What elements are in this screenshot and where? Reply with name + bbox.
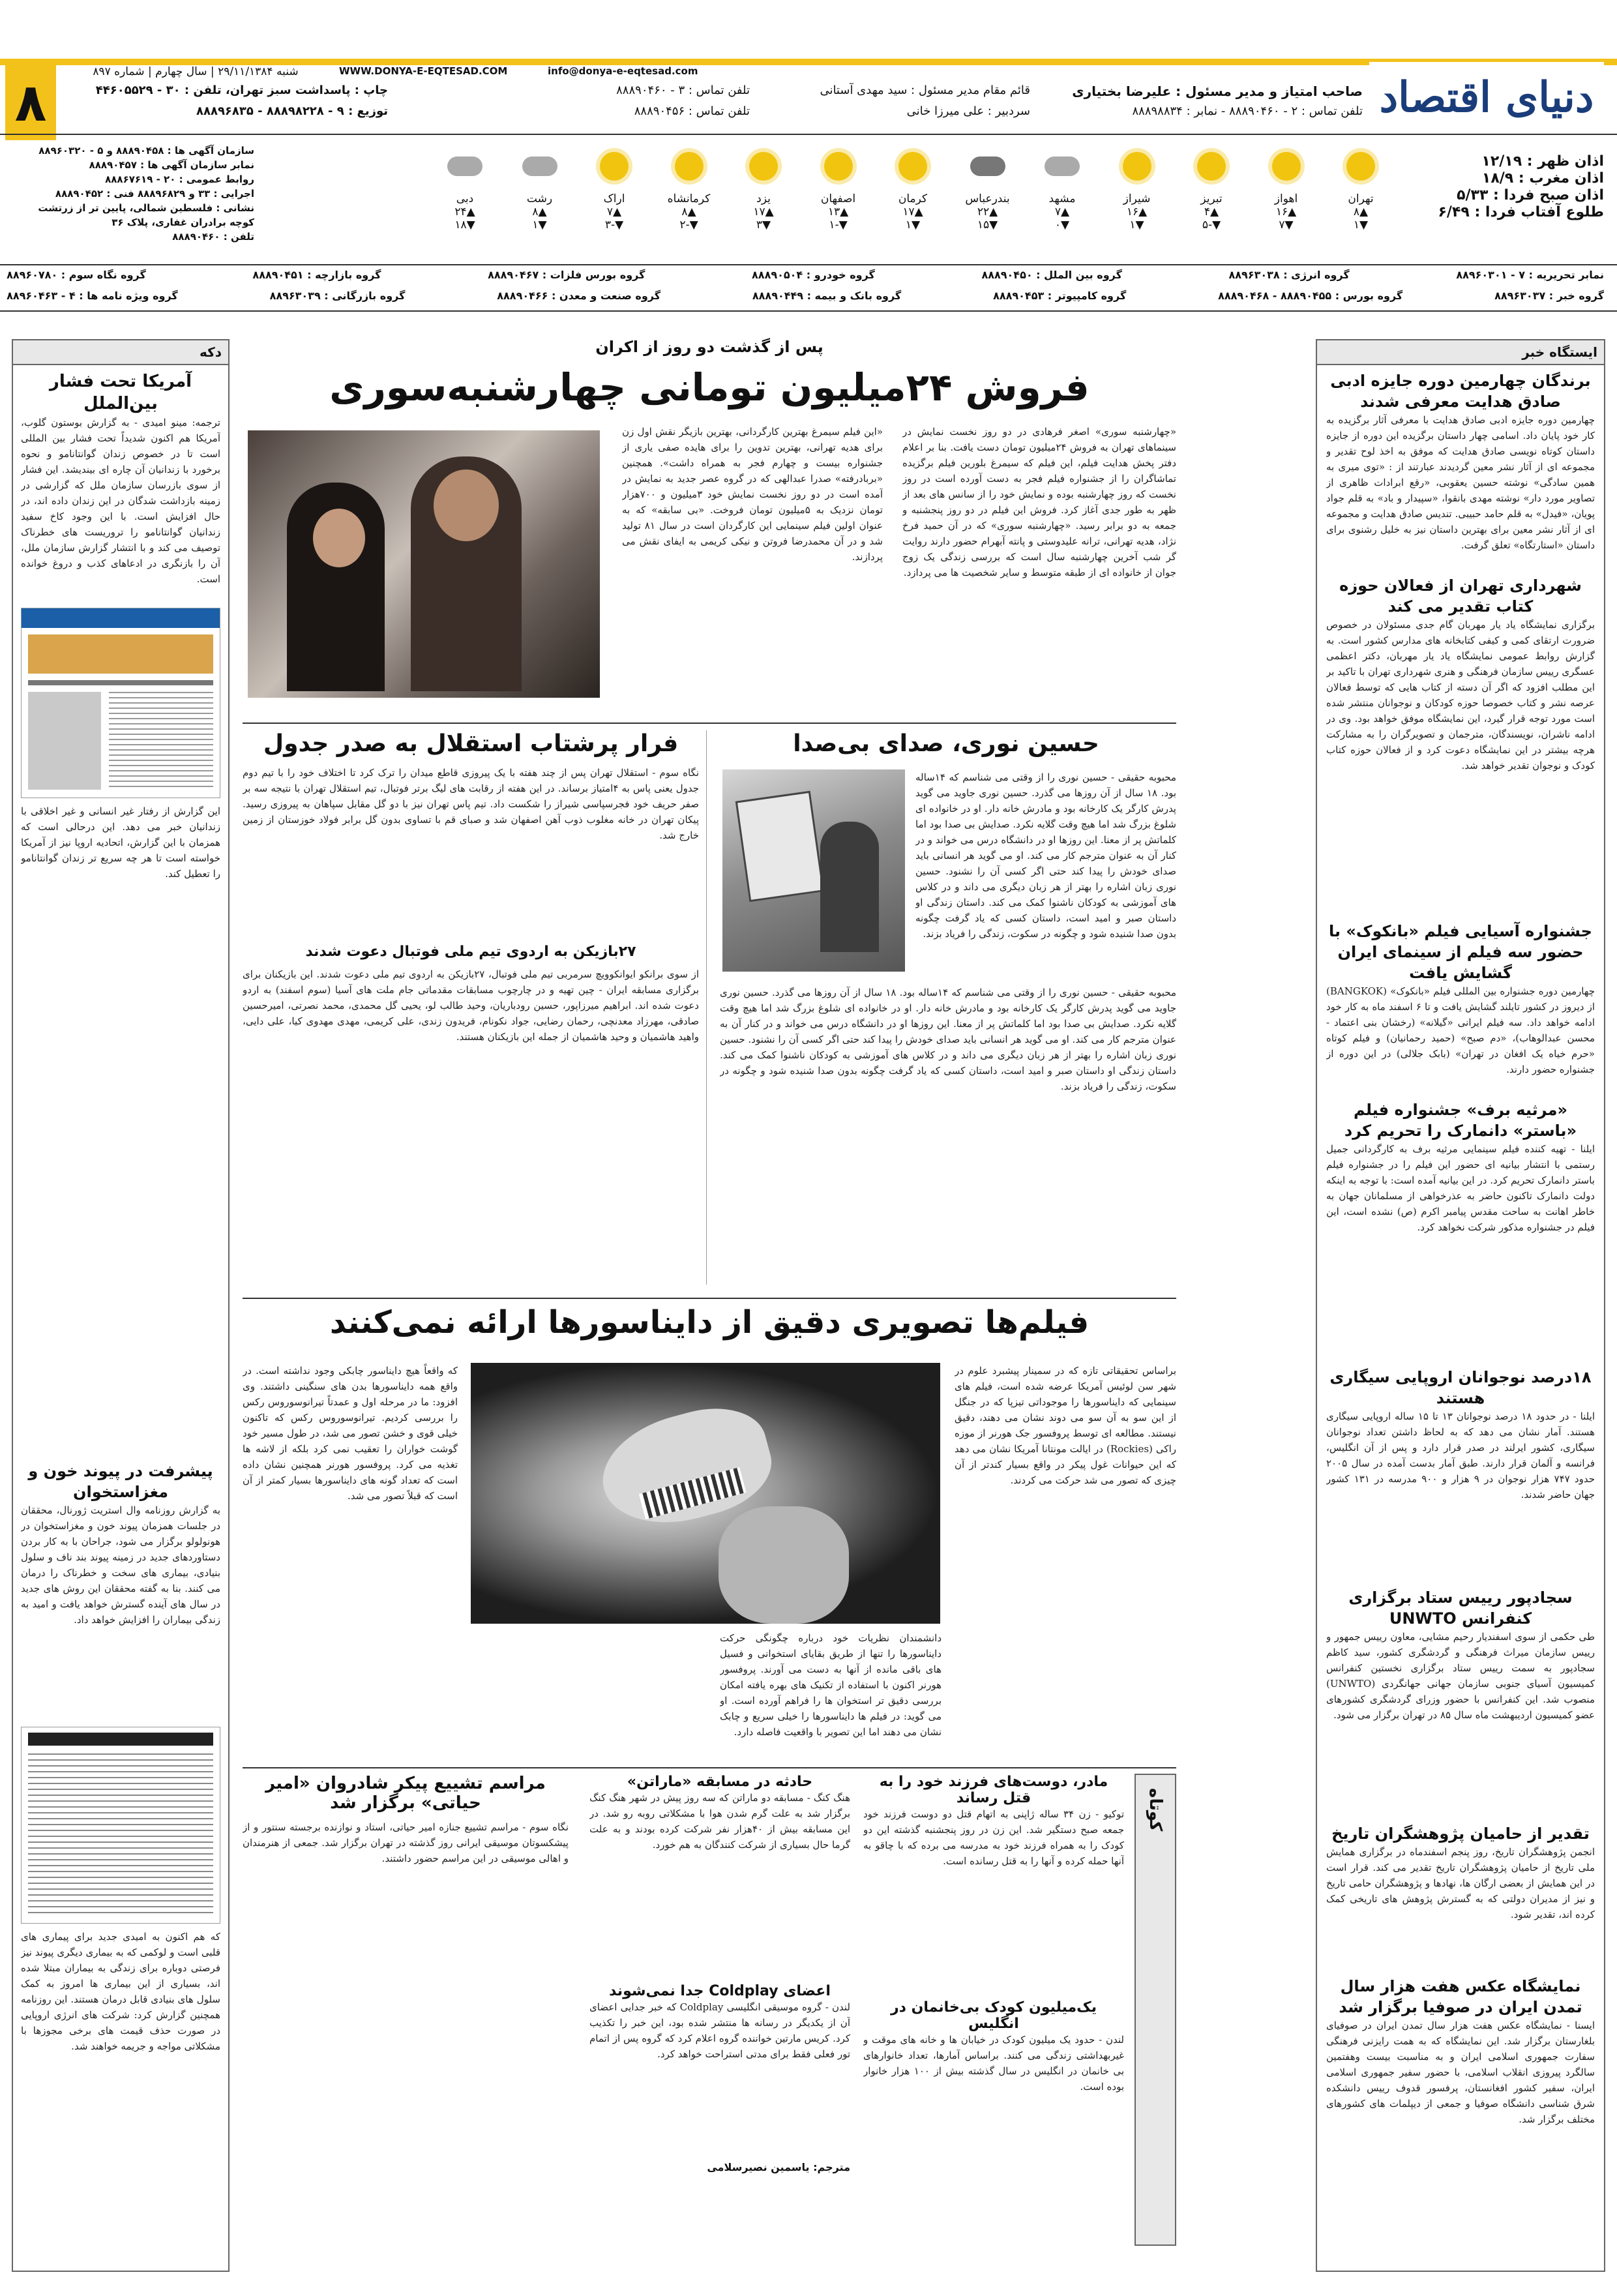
cloud-icon [447, 157, 482, 176]
dist-line: توزیع : ۹ - ۸۸۸۹۸۲۲۸ - ۸۸۸۹۶۸۳۵ [196, 104, 388, 118]
prayer-times [1408, 153, 1604, 221]
page-number: ۸ [14, 72, 47, 133]
esteghlal-body: نگاه سوم - استقلال تهران پس از چند هفته با یک پیروزی قاطع میدان را ترک کرد تا اختلاف خود را با تیم دوم جدول یعنی پاس به ۴امتیاز برساند. در این هفته از رقابت های لیگ برتر فوتبال، تیم استقلال تهران با نتیجه سه بر صفر حریف خود فجرسپاسی شیراز را شکست داد. تیم پاس تهران نیز با دو گل مقابل سپاهان به پیروزی رسید. پیکان تهران در خانه مغلوب ذوب آهن اصفهان شد و صبای قم با تساوی بدون گل برابر فولاد خوزستان از زمین خارج شد. [243, 767, 699, 841]
section-divider [706, 730, 707, 1285]
deputy-phone: تلفن تماس : ۳ - ۸۸۸۹۰۴۶۰ [616, 83, 750, 97]
left-bottom-body: که هم اکنون به امیدی جدید برای پیماری های قلبی است و لوکمی که به بیماری دیگری پیوند نیز فرصتی دوباره برای زندگی به بیماران مبتلا شده اند، بسیاری از این بیماری ها امروز به کمک سلول های بنیادی قابل درمان هستند. این روزنامه همچنین گزارش کرد: شرکت های انرژی اروپایی در صورت حذف قیمت های برخی مجوزها با مشکلاتی مواجه و جریمه خواهند شد. [21, 1931, 220, 2052]
weather-strip [430, 140, 1395, 251]
briefs-label-box [1135, 1774, 1176, 2246]
news-body: انجمن پژوهشگران تاریخ، روز پنجم اسفندماه در برگزاری همایش ملی تاریخ از حامیان پژوهشگران تاریخ تقدیر می کند. قرار است در این همایش از بعضی ارگان ها، نهادها و پژوهشگران حامی تاریخ و نیز از مدیران دولتی که به گسترش پژوهش های تاریخی کمک کرده اند، تقدیر شود. [1326, 1846, 1595, 1920]
phone-item: گروه ویژه نامه ها : ۴ - ۸۸۹۶۰۴۶۳ [7, 290, 178, 302]
section-divider [243, 1298, 1176, 1299]
news-item [1326, 1976, 1595, 2221]
brief-title[interactable]: مراسم تشییع پیکر شادروان «امیر حیاتی» برگزار شد [265, 1774, 546, 1813]
temp-low: ▼۱۸ [454, 218, 475, 231]
news-body: طی حکمی از سوی اسفندیار رحیم مشایی، معاون رییس جمهور و رییس سازمان میراث فرهنگی و گردشگری کشور، سید کاظم سجادپور به سمت رییس ستاد برگزاری نخستین کنفرانس کمیسیون آسیای جنوبی سازمان جهانی جهانگردی (UNWTO) منصوب شد. این کنفرانس با حضور وزرای گردشگری کشورهای عضو کمیسیون اردیبهشت ماه سال ۸۵ در تهران برگزار می شود. [1326, 1631, 1595, 1721]
prayer-time: اذان ظهر : ۱۲/۱۹ [1481, 153, 1604, 170]
news-body: ایلنا - در حدود ۱۸ درصد نوجوانان ۱۳ تا ۱۵ ساله اروپایی سیگاری هستند. آمار نشان می دهد که به لحاظ داشتن تعداد نوجوانان سیگاری، کشور ایرلند در صدر قرار دارد و پس از آن انگلیس، فرانسه و آلمان قرار دارند. طبق آمار بدست آمده در سال ۲۰۰۵ حدود ۷۴۷ هزار نوجوان در ۹ هزار و ۹۰۰ مدرسه در ۱۳۱ کشور جهان حاضر شدند. [1326, 1410, 1595, 1500]
temp-low: ▼-۵ [1202, 218, 1221, 231]
city-name: بندرعباس [965, 192, 1010, 205]
news-title[interactable]: نمایشگاه عکس هفت هزار سال تمدن ایران در صوفیا برگزار شد [1339, 1977, 1582, 2016]
temp-low: ▼۱ [905, 218, 921, 231]
cloud-icon [522, 157, 557, 176]
section-divider [243, 1767, 1176, 1768]
noori-title[interactable]: حسین نوری، صدای بی‌صدا [793, 730, 1099, 757]
contact-info [7, 143, 254, 244]
esteghlal-article [243, 730, 699, 1291]
city-name: دبی [456, 192, 474, 205]
main-story [243, 333, 1176, 711]
main-body-left: «این فیلم سیمرغ بهترین کارگردانی، بهترین بازیگر نقش اول زن برای هدیه تهرانی، بهترین تدوین را برای هایده صفی یاری از جشنواره بیست و چهارم فجر به همراه داشت». همچنین «بربادرفته» صدرا عبدالهی که در گروه عصر جدید به نمایش در آمده است در دو روز نخست نمایش خود ۳میلیون و ۷۰۰هزار تومان نزدیک به ۵میلیون تومان فروخت. «بی سابقه» که به عنوان اولین فیلم سینمایی این کارگردان است در سال ۸۱ تولید شد و در آن محمدرضا فروتن و نیکی کریمی به ایفای نقش می پردازند. [622, 426, 883, 563]
temp-high: ▲۱۷ [753, 205, 774, 218]
brief-translator: مترجم: یاسمین نصیرسلامی [707, 2161, 850, 2173]
prayer-time: اذان صبح فردا : ۵/۳۳ [1457, 187, 1604, 203]
temp-high: ▲۸ [681, 205, 696, 218]
phones-divider [0, 310, 1617, 312]
briefs-label: کوتاه [1146, 1788, 1165, 1832]
temp-low: ▼۷ [1279, 218, 1294, 231]
section-label: ایستگاه خبر [1522, 344, 1597, 360]
weather-cell [729, 140, 798, 251]
city-name: اراک [603, 192, 625, 205]
sun-icon [1272, 152, 1301, 181]
section-divider [243, 723, 1176, 724]
news-item [1326, 921, 1595, 1093]
prayer-time: طلوع آفتاب فردا : ۶/۴۹ [1438, 204, 1604, 220]
contact-line: کوچه برادران غفاری، پلاک ۳۶ [111, 216, 254, 228]
phone-item: گروه بورس : ۸۸۸۹۰۴۵۵ - ۸۸۸۹۰۴۶۸ [1218, 290, 1403, 302]
briefs-area [243, 1774, 1176, 2269]
temp-low: ▼۱۵ [977, 218, 998, 231]
esteghlal-subtitle[interactable]: ۲۷بازیکن به اردوی تیم ملی فوتبال دعوت شدند [305, 944, 636, 960]
temp-low: ▼-۱ [829, 218, 848, 231]
dino-body-left: که واقعاً هیچ دایناسور چابکی وجود نداشته است. در واقع همه دایناسورها بدن های سنگینی داشتند. وی افزود: ما در مرحله اول و عمدتاً تیرانوسوروس رکس را بررسی کردیم. تیرانوسوروس رکس که تاکنون خیلی قوی و خشن تصور می شد، در طول مسیر خود گوشت خواران را تعقیب نمی کرد بلکه از لاشه ها تغذیه می کرد. پروفسور هورنر همچنین نشان داده است که تعداد گونه های دایناسورها بسیار کمتر از آن است که قبلاً تصور می شد. [243, 1365, 458, 1502]
phones-divider [0, 264, 1617, 265]
temp-high: ▲۸ [532, 205, 547, 218]
publisher-phone: تلفن تماس : ۲ - ۸۸۸۹۰۴۶۰ - نمابر : ۸۸۸۹۸۸۳۴ [1132, 104, 1363, 118]
noori-photo [722, 769, 905, 972]
masthead [0, 0, 1617, 313]
news-item [1326, 1099, 1595, 1360]
deputy-line: قائم مقام مدیر مسئول : سید مهدی آستانی [820, 83, 1030, 97]
usa-today-thumbnail [21, 608, 220, 798]
dino-body-mid: دانشمندان نظریات خود درباره چگونگی حرکت دایناسورها را تنها از طریق بقایای استخوانی و فسیل های باقی مانده از آنها به دست می آورند. پروفسور هورنر اکنون با استفاده از تکنیک های بهره یافته امکان بررسی دقیق تر استخوان ها را فراهم آورده است. او می گوید: در فیلم ها دایناسورها را خیلی سریع و چابک نشان می دهند اما این تصویر با واقعیت فاصله دارد. [720, 1632, 942, 1738]
noori-body: محبوبه حقیقی - حسین نوری را از وقتی می شناسم که ۱۴ساله بود. ۱۸ سال از آن روزها می گذرد. حسین نوری جاوید می گوید پدرش کارگر یک کارخانه بود و مادرش خانه دار. او در خانواده ای شلوغ بزرگ شد اما هیچ وقت گلایه نکرد. صدایش بی صدا بود اما کلماتش پر از معنا. این روزها او در دانشگاه درس می خواند و در کنار آن به عنوان مترجم کار می کند. او می گوید هر انسانی باید صدای خودش را پیدا کند حتی اگر کسی آن را نشنود. حسین نوری زبان اشاره را بهتر از هر زبان دیگری می داند و در کلاس های آموزشی به کودکان ناشنوا کمک می کند. داستان زندگی او داستان صبر و امید است، داستان کسی که یاد گرفت چگونه بدون صدا شنیده شود و چگونه در سکوت، زندگی را فریاد بزند. [915, 771, 1176, 940]
temp-high: ▲۸ [1353, 205, 1369, 218]
contact-line: تلفن : ۸۸۸۹۰۴۶۰ [172, 231, 254, 243]
cloud-icon [1045, 157, 1080, 176]
dino-article [243, 1304, 1176, 1761]
temp-high: ▲۲۴ [454, 205, 475, 218]
news-item [1326, 1823, 1595, 1969]
news-title[interactable]: «مرثیه برف» جشنواره فیلم «باستر» دانمارک را تحریم کرد [1344, 1101, 1577, 1140]
news-body: ایلنا - تهیه کننده فیلم سینمایی مرثیه برف به کارگردانی جمیل رستمی با انتشار بیانیه ای حضور این فیلم را در جشنواره فیلم باستر دانمارک تحریم کرد. در این بیانیه آمده است: با توجه به اینکه دولت دانمارک تاکنون حاضر به عذرخواهی از مسلمانان جهان به خاطر اهانت به ساحت مقدس پیامبر اکرم (ص) نشده است، این فیلم در جشنواره مذکور شرکت نخواهد کرد. [1326, 1143, 1595, 1233]
contact-line: اجرایی : ۳۳ و ۸۸۸۹۶۸۲۹ فنی : ۸۸۸۹۰۴۵۲ [55, 188, 254, 200]
left-column [12, 339, 230, 2272]
news-item [1326, 1367, 1595, 1581]
contact-line: نشانی : فلسطین شمالی، پایین تر از زرتشت [38, 202, 254, 214]
contact-line: سازمان آگهی ها : ۸۸۸۹۰۴۵۸ و ۵ - ۸۸۹۶۰۳۲۰ [38, 145, 254, 157]
website-link[interactable]: WWW.DONYA-E-EQTESAD.COM [339, 65, 508, 77]
editor-phone: تلفن تماس : ۸۸۸۹۰۴۵۶ [634, 104, 750, 118]
sun-icon [1197, 152, 1226, 181]
phone-item: گروه خبر : ۸۸۹۶۳۰۳۷ [1494, 290, 1604, 302]
left-body2: این گزارش از رفتار غیر انسانی و غیر اخلاقی با زندانیان خبر می دهد. این درحالی است که همزمان با این گزارش، اتحادیه اروپا نیز از آمریکا خواسته است تا هر چه سریع تر زندان گوانتانامو را تعطیل کند. [21, 805, 220, 880]
phone-item: گروه بازرگانی : ۸۸۹۶۳۰۳۹ [269, 290, 406, 302]
main-photo [248, 430, 600, 698]
weather-cell [1326, 140, 1395, 251]
news-title[interactable]: شهرداری تهران از فعالان حوزه کتاب تقدیر می کند [1339, 576, 1582, 616]
news-item [1326, 575, 1595, 914]
weather-cell [804, 140, 873, 251]
news-title[interactable]: سجادپور رییس ستاد برگزاری کنفرانس UNWTO [1348, 1588, 1573, 1628]
brief-title[interactable]: یک‌میلیون کودک بی‌خانمان در انگلیس [891, 1999, 1097, 2032]
city-name: کرمان [898, 192, 928, 205]
dino-title[interactable]: فیلم‌ها تصویری دقیق از دایناسورها ارائه نمی‌کنند [329, 1304, 1090, 1341]
news-body: چهارمین دوره جایزه ادبی صادق هدایت با معرفی آثار برگزیده به کار خود پایان داد. اسامی چهار داستان برگزیده این دوره از جایزه داستان کوتاه نویسی صادق هدایت که موفق به اخذ لوح تقدیر و مجموعه ای از آثار نشر معین گردیدند عبارتند از : «توی میری به همین سادگی» نوشته حسین یعقوبی، «رقع ابرادات ظاهری از تصاویر مورد دار» نوشته مهدی بانقوا، «سپیدار و باد» به قلم جواد پویان، «فیدل» به قلم حامد حبیبی. تندیس صادق هدایت و مجموعه ای از آثار نشر معین برای بهترین داستان نیز به خلیل رشنوی برای داستان «استارتگاه» تعلق گرفت. [1326, 414, 1595, 551]
temp-low: ▼۱ [532, 218, 547, 231]
temp-high: ▲۱۶ [1275, 205, 1297, 218]
date-line: شنبه ۲۹/۱۱/۱۳۸۴ | سال چهارم | شماره ۸۹۷ [93, 65, 299, 78]
weather-cell [655, 140, 724, 251]
city-name: اهواز [1274, 192, 1298, 205]
weather-cell [505, 140, 574, 251]
print-line: چاپ : پاسداشت سبز تهران، تلفن : ۳۰ - ۴۴۶۰۵۵۲۹ [95, 83, 388, 97]
weather-cell [580, 140, 649, 251]
phone-item: گروه بانک و بیمه : ۸۸۸۹۰۴۴۹ [752, 290, 902, 302]
city-name: تبریز [1200, 192, 1223, 205]
temp-high: ▲۷ [606, 205, 622, 218]
temp-high: ▲۴ [1204, 205, 1219, 218]
phone-item: گروه نگاه سوم : ۸۸۹۶۰۷۸۰ [7, 269, 146, 281]
phone-item: گروه کامپیوتر : ۸۸۸۹۰۴۵۳ [993, 290, 1127, 302]
sun-icon [1346, 152, 1375, 181]
phone-item: گروه انرژی : ۸۸۹۶۳۰۳۸ [1228, 269, 1350, 281]
phone-item: گروه خودرو : ۸۸۸۹۰۵۰۴ [752, 269, 875, 281]
header-divider [0, 134, 1617, 135]
city-name: رشت [526, 192, 553, 205]
temp-high: ▲۲۲ [977, 205, 998, 218]
temp-low: ▼۰ [1054, 218, 1070, 231]
news-title[interactable]: برندگان چهارمین دوره جایزه ادبی صادق هدایت معرفی شدند [1330, 372, 1591, 411]
weather-cell [953, 140, 1022, 251]
brief-body: هنگ کنگ - مسابقه دو ماراتن که سه روز پیش در شهر هنگ کنگ برگزار شد به علت گرم شدن هوا با مشکلاتی روبه رو شد. در این مسابقه بیش از ۴۰هزار نفر شرکت کرده بودند و به علت گرما حال بسیاری از شرکت کنندگان به هم خورد. [589, 1792, 850, 1851]
weather-cell [1103, 140, 1172, 251]
brief-body: توکیو - زن ۳۴ ساله ژاپنی به اتهام قتل دو دوست فرزند خود جمعه صبح دستگیر شد. این زن در روز پنجشنبه گذشته این دو کودک را به همراه فرزند خود به مدرسه می برده که با چاقو به آنها حمله کرده و آنها را به قتل رسانده است. [863, 1808, 1124, 1867]
left-sub-headline[interactable]: پیشرفت در پیوند خون و مغزاستخوان [28, 1462, 213, 1501]
weather-cell [1177, 140, 1246, 251]
weather-cell [430, 140, 499, 251]
city-name: شیراز [1123, 192, 1151, 205]
esteghlal-body2: از سوی برانکو ایوانکوویچ سرمربی تیم ملی فوتبال، ۲۷بازیکن به اردوی تیم ملی دعوت شدند. این بازیکنان برای برگزاری مسابقه ایران - چین تهیه و در چارچوب مسابقات مقدماتی جام ملت های آسیا (سوم اسفند) به اردو دعوت شده اند. ابراهیم میرزاپور، حسین رودباریان، وحید طالب لو، یحیی گل محمدی، محمد نصرتی، امیرحسین صادقی، مهرزاد معدنچی، رحمان رضایی، جواد نکونام، فریدون زندی، علی کریمی، مهدی مهدوی کیا، علی دایی، واهید هاشمیان و وحید هاشمیان از جمله این بازیکنان هستند. [243, 968, 699, 1043]
weather-cell [1252, 140, 1321, 251]
news-body: چهارمین دوره جشنواره بین المللی فیلم «بانکوک» (BANGKOK) از دیروز در کشور تایلند گشایش یافت و تا ۶ اسفند ماه به کار خود ادامه خواهد داد. سه فیلم ایرانی «گیلانه» (رخشان بنی اعتماد - محسن عبدالوهاب)، «دم صبح» (حمید رحمانیان) و فیلم کوتاه «حرم خیاه یک افغان در تهران» (بابک جلالی) در این دوره از جشنواره حضور دارند. [1326, 985, 1595, 1075]
main-body-right: «چهارشنبه سوری» اصغر فرهادی در دو روز نخست نمایش در سینماهای تهران به فروش ۲۴میلیون تومان دست یافت. بنا بر اعلام دفتر پخش هدایت فیلم، این فیلم که سیمرغ بلورین فیلم برگزیده تماشاگران را از جشنواره فیلم فجر به دست آورده است در روز نخست که روز چهارشنبه بوده و نمایش خود را از سانس های بعد از ظهر به طور جدی آغاز کرد. فروش این فیلم در دو روز پنجشنبه و جمعه به دو برابر رسید. «چهارشنبه سوری» که در آن حمید فرخ نژاد، هدیه تهرانی، ترانه علیدوستی و پانته آبهرام حضور دارند روایت گر شب آخرین چهارشنبه سال است که بررسی زندگی یک زوج جوان از خانواده ای از طبقه متوسط و سایر شخصیت ها می پردازد. [902, 426, 1176, 578]
brief-column [243, 1774, 569, 2256]
temp-high: ▲۷ [1054, 205, 1070, 218]
news-title[interactable]: جشنواره آسیایی فیلم «بانکوک» با حضور سه فیلم از سینمای ایران گشایش یافت [1329, 922, 1592, 982]
sun-icon [1123, 152, 1151, 181]
brief-body: لندن - گروه موسیقی انگلیسی Coldplay که خبر جدایی اعضای آن از یکدیگر در رسانه ها منتشر شده بود، این خبر را تکذیب کرد. کریس مارتین خواننده گروه اعلام کرد که گروه پس از اتمام تور فعلی فقط برای مدتی استراحت خواهد کرد. [589, 2001, 850, 2060]
news-title[interactable]: ۱۸درصد نوجوانان اروپایی سیگاری هستند [1329, 1368, 1592, 1407]
page-number-box [5, 65, 56, 140]
esteghlal-title[interactable]: فرار پرشتاب استقلال به صدر جدول [263, 730, 679, 757]
editor-line: سردبیر : علی میرزا خانی [906, 104, 1030, 118]
publisher-line: صاحب امتیاز و مدیر مسئول : علیرضا بختیاری [1072, 83, 1363, 99]
contact-line: روابط عمومی : ۲۰ - ۸۸۸۶۷۶۱۹ [105, 173, 254, 185]
temp-low: ▼۳ [756, 218, 771, 231]
city-name: کرمانشاه [667, 192, 711, 205]
temp-high: ▲۱۶ [1126, 205, 1148, 218]
phones-row [7, 269, 1604, 286]
phone-item: گروه صنعت و معدن : ۸۸۸۹۰۴۶۶ [497, 290, 661, 302]
noori-body-repeat: محبوبه حقیقی - حسین نوری را از وقتی می شناسم که ۱۴ساله بود. ۱۸ سال از آن روزها می گذرد. حسین نوری جاوید می گوید پدرش کارگر یک کارخانه بود و مادرش خانه دار. او در خانواده ای شلوغ بزرگ شد اما هیچ وقت گلایه نکرد. صدایش بی صدا بود اما کلماتش پر از معنا. این روزها او در دانشگاه درس می خواند و در کنار آن به عنوان مترجم کار می کند. او می گوید هر انسانی باید صدای خودش را پیدا کند حتی اگر کسی آن را نشنود. حسین نوری زبان اشاره را بهتر از هر زبان دیگری می داند و در کلاس های آموزشی به کودکان ناشنوا کمک می کند. داستان زندگی او داستان صبر و امید است، داستان کسی که یاد گرفت چگونه بدون صدا شنیده شود و چگونه در سکوت، زندگی را فریاد بزند. [720, 987, 1176, 1092]
contact-line: نمابر سازمان آگهی ها : ۸۸۸۹۰۴۵۷ [89, 159, 254, 171]
temp-high: ▲۱۳ [827, 205, 849, 218]
phone-item: گروه بین الملل : ۸۸۸۹۰۴۵۰ [981, 269, 1122, 281]
temp-high: ▲۱۷ [902, 205, 923, 218]
noori-article [716, 730, 1176, 1291]
news-body: ایسنا - نمایشگاه عکس هفت هزار سال تمدن ایران در صوفیای بلغارستان برگزار شد. این نمایشگاه که به همت رایزنی فرهنگی سفارت جمهوری اسلامی ایران و به مناسبت بیست وهفتمین سالگرد پیروزی انقلاب اسلامی، با حضور سفیر جمهوری اسلامی ایران، سفیر کشور افغانستان، پرفسور قدوف رییس دانشکده شرق شناسی دانشگاه صوفیا و جمعی از دیپلمات های کشورهای مختلف برگزار شد. [1326, 2020, 1595, 2125]
left-body: ترجمه: مینو امیدی - به گزارش بوستون گلوب، آمریکا هم اکنون شدیداً تحت فشار بین المللی است تا در خصوص زندان گوانتانامو و نحوه برخورد با زندانیان آن چاره ای بیندیشد. این فشار از سوی بازرسان سازمان ملل که گزارشی در زمینه بازداشت شدگان در این زندان داده اند، در حال افزایش است. با این وجود کاخ سفید زندانیان گوانتانامو را تروریست های خطرناک توصیف می کند و با انتشار گزارش سازمان ملل، آن را بازنگری در ادعاهای کذب و دروغ خوانده است. [21, 417, 220, 585]
main-kicker: پس از گذشت دو روز از اکران [595, 338, 823, 356]
brief-title[interactable]: مادر، دوست‌های فرزند خود را به قتل رساند [879, 1774, 1108, 1806]
rain-cloud-icon [970, 157, 1005, 176]
sun-icon [898, 152, 927, 181]
city-name: مشهد [1048, 192, 1076, 205]
phone-item: گروه بازارچه : ۸۸۸۹۰۴۵۱ [252, 269, 381, 281]
prayer-time: اذان مغرب : ۱۸/۹ [1481, 170, 1604, 186]
news-title[interactable]: تقدیر از حامیان پژوهشگران تاریخ [1331, 1825, 1590, 1843]
main-headline[interactable]: فروش ۲۴میلیون تومانی چهارشنبه‌سوری [329, 365, 1090, 410]
news-item [1326, 370, 1595, 569]
phone-item: گروه بورس فلزات : ۸۸۸۹۰۴۶۷ [488, 269, 645, 281]
brief-title[interactable]: اعضای Coldplay جدا نمی‌شوند [609, 1983, 831, 1999]
brief-title[interactable]: حادثه در مسابقه «ماراتن» [627, 1774, 813, 1790]
logo[interactable]: دنیای اقتصاد [1379, 73, 1594, 122]
city-name: اصفهان [820, 192, 856, 205]
phone-item: نمابر تحریریه : ۷ - ۸۸۹۶۰۳۰۱ [1456, 269, 1604, 281]
brief-body: لندن - حدود یک میلیون کودک در خیابان ها و خانه های موقت و غیربهداشتی زندگی می کنند. براساس آمارها، تعداد خانوارهای بی خانمان در انگلیس در سال گذشته بیش از ۱۰۰ هزار خانوار بوده است. [863, 2034, 1124, 2093]
weather-cell [878, 140, 947, 251]
brief-column [589, 1774, 850, 2256]
brief-column [863, 1774, 1124, 2256]
news-body: برگزاری نمایشگاه یاد یار مهربان گام جدی مسئولان در خصوص ضرورت ارتقای کمی و کیفی کتابخانه های مدارس کشور است. به گزارش روابط عمومی نمایشگاه یاد یار مهربان، دکتر اعظمی عسگری رییس سازمان فرهنگی و هنری شهرداری تهران با تاکید بر این مطلب افزود که اگر آن دسته از کتاب هایی که توسط فعالان عرصه نشر و کتاب خصوصا حوزه کودکان و نوجوانان منتشر شده است مورد توجه قرار گیرد، این نمایشگاه موفق خواهد بود. وی در ادامه ناشران، نویسندگان، مترجمان و تصویرگران را به مشارکت هرچه بیشتر در این نمایشگاه دعوت کرد و از فعالان حوزه کتاب کودک و نوجوان تقدیر خواهد شد. [1326, 619, 1595, 771]
brief-body: نگاه سوم - مراسم تشییع جنازه امیر حیاتی، استاد و نوازنده برجسته سنتور و از پیشکسوتان موسیقی ایرانی روز گذشته در تهران برگزار شد. جمعی از هنرمندان و اهالی موسیقی در این مراسم حضور داشتند. [243, 1821, 569, 1864]
section-label: دکه [199, 344, 222, 360]
temp-low: ▼۱ [1129, 218, 1144, 231]
sun-icon [749, 152, 778, 181]
logo-block [1369, 62, 1604, 134]
dino-photo [471, 1363, 940, 1624]
dino-body-right: براساس تحقیقاتی تازه که در سمینار پیشبرد علوم در شهر سن لوئیس آمریکا عرضه شده است، فیلم های سینمایی که دایناسورها را موجوداتی تیزپا که در جنگل از این سو به آن سو می دوند نشان می دهند، دقیق نیستند. مطالعه ای توسط پروفسور جک هورنر از موزه راکی (Rockies) در ایالت مونتانا آمریکا نشان می دهد که این حیوانات غول پیکر در واقع بسیار کندتر از آن چیزی که تصور می شد حرکت می کردند. [955, 1365, 1176, 1486]
wsj-thumbnail [21, 1727, 220, 1924]
city-name: تهران [1348, 192, 1374, 205]
news-station-column [1316, 339, 1605, 2272]
noori-body-cont [720, 985, 1176, 1282]
news-item [1326, 1587, 1595, 1817]
temp-low: ▼-۲ [679, 218, 698, 231]
temp-low: ▼-۳ [604, 218, 624, 231]
temp-low: ▼۱ [1353, 218, 1369, 231]
phones-row [7, 290, 1604, 306]
sun-icon [824, 152, 853, 181]
email-link[interactable]: info@donya-e-eqtesad.com [548, 65, 698, 77]
city-name: یزد [756, 192, 771, 205]
sun-icon [600, 152, 629, 181]
left-headline[interactable]: آمریکا تحت فشار بین‌الملل [49, 372, 192, 413]
sun-icon [675, 152, 704, 181]
left-sub-body: به گزارش روزنامه وال استریت ژورنال، محققان در جلسات همزمان پیوند خون و مغزاستخوان در هونولولو برگزار می شود، جراحان با به کار بردن دستاوردهای جدید در زمینه پیوند بند ناف و سلول بنیادی، بیماری های سخت و خطرناک را درمان می کنند. بنا به گفته محققان این روش های جدید در سال های آینده گسترش خواهد یافت و امید به زندگی بیماران را افزایش خواهد داد. [21, 1504, 220, 1626]
weather-cell [1028, 140, 1097, 251]
